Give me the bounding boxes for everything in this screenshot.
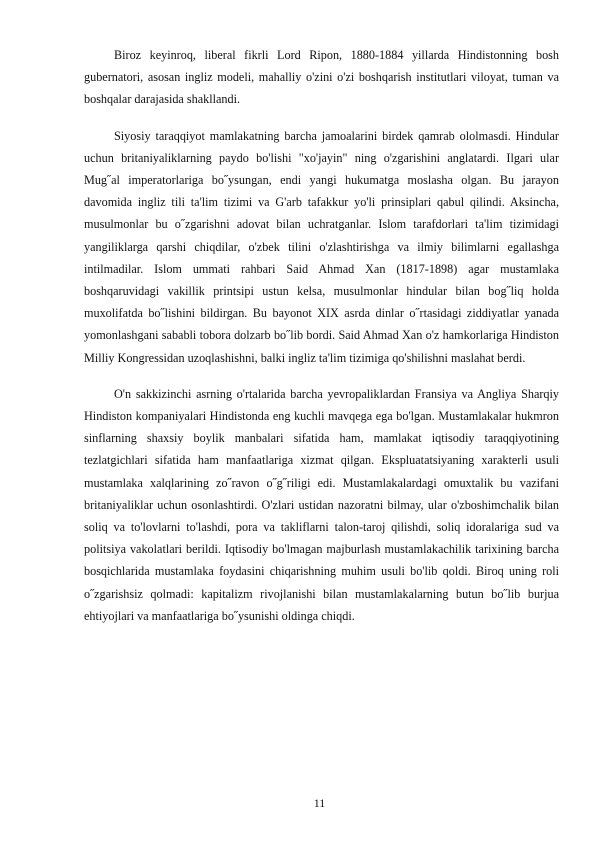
page-number: 11 xyxy=(313,796,326,810)
paragraph-2: Siyosiy taraqqiyot mamlakatning barcha jamoalarini birdek qamrab ololmasdi. Hindular uchun britaniyaliklarning paydo bo'lishi "xo'jayin" ning o'zgarishini anglatardi. Ilgari ular Mug˝al imperatorlariga bo˝ysungan, endi yangi hukumatga moslasha olgan. Bu jarayon davomida ingliz tili ta'lim tizimi va G'arb tafakkur yo'li prinsiplari qabul qilindi. Aksincha, musulmonlar bu o˝zgarishni adovat bilan uchratganlar. Islom tarafdorlari ta'lim tizimidagi yangiliklarga qarshi chiqdilar, o'zbek tilini o'zlashtirishga va ilmiy bilimlarni egallashga intilmadilar. Islom ummati rahbari Said Ahmad Xan (1817-1898) agar mustamlaka boshqaruvidagi vakillik printsipi ustun kelsa, musulmonlar hindular bilan bog˝liq holda muxolifatda bo˝lishini bildirgan. Bu bayonot XIX asrda dinlar o˝rtasidagi ziddiyatlar yanada yomonlashgani sababli tobora dolzarb bo˝lib bordi. Said Ahmad Xan o'z hamkorlariga Hindiston Milliy Kongressidan uzoqlashishni, balki ingliz ta'lim tizimiga qo'shilishni maslahat berdi. xyxy=(84,128,559,365)
document-page xyxy=(84,44,559,641)
paragraph-1: Biroz keyinroq, liberal fikrli Lord Ripon, 1880-1884 yillarda Hindistonning bosh gubernatori, asosan ingliz modeli, mahalliy o'zini o'zi boshqarish institutlari viloyat, tuman va boshqalar darajasida shakllandi. xyxy=(84,48,559,107)
paragraph-3: O'n sakkizinchi asrning o'rtalarida barcha yevropaliklardan Fransiya va Angliya Sharqiy Hindiston kompaniyalari Hindistonda eng kuchli mavqega ega bo'lgan. Mustamlakalar hukmron sinflarning shaxsiy boylik manbalari sifatida ham, mamlakat iqtisodiy taraqqiyotining tezlatgichlari sifatida ham manfaatlariga xizmat qilgan. Ekspluatatsiyaning xarakterli usuli mustamlaka xalqlarining zo˝ravon o˝g˝riligi edi. Mustamlakalardagi omuxtalik bu vazifani britaniyaliklar uchun osonlashtirdi. O'zlari ustidan nazoratni bilmay, ular o'zboshimchalik bilan soliq va to'lovlarni to'lashdi, pora va takliflarni talon-taroj qilishdi, soliq idoralariga sud va politsiya vakolatlari berildi. Iqtisodiy bo'lmagan majburlash mustamlakachilik tarixining barcha bosqichlarida mustamlaka foydasini chiqarishning muhim usuli bo'lib qoldi. Biroq uning roli o˝zgarishsiz qolmadi: kapitalizm rivojlanishi bilan mustamlakalarning butun bo˝lib burjua ehtiyojlari va manfaatlariga bo˝ysunishi oldinga chiqdi. xyxy=(84,386,559,623)
